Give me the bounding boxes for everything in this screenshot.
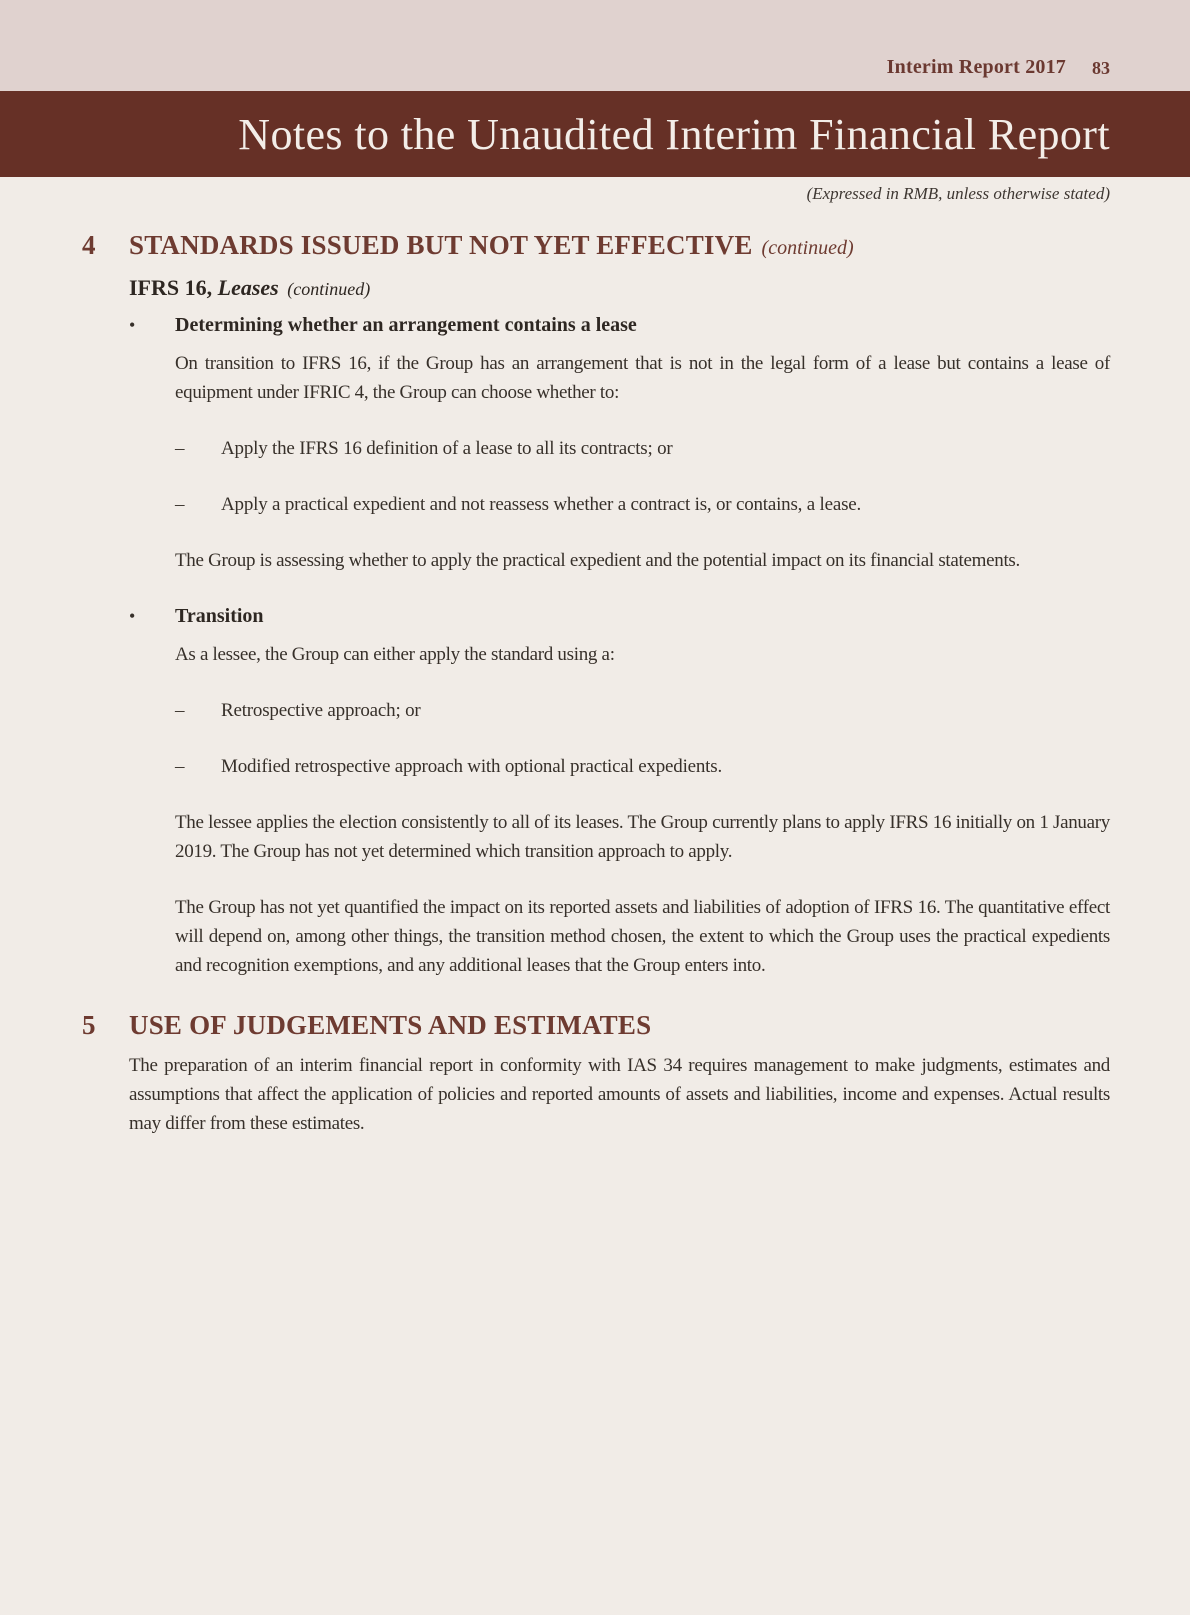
paragraph-not-quantified: The Group has not yet quantified the impact on its reported assets and liabilities of adoption of IFRS 16. The quantitative effect will depend on, among other things, the transition method chosen, the extent to which the Group uses the practical expedients and recognition exemptions, and any additional leases that the Group enters into. — [175, 897, 1110, 976]
bullet-icon: • — [129, 606, 136, 626]
section-4-title: STANDARDS ISSUED BUT NOT YET EFFECTIVE — [129, 230, 753, 260]
paragraph-as-a-lessee: As a lessee, the Group can either apply the standard using a: — [175, 644, 615, 665]
section-4-continued-label: (continued) — [761, 237, 854, 259]
dash-icon: – — [175, 756, 185, 777]
section-4-number: 4 — [82, 230, 96, 260]
section-4-heading — [82, 230, 1110, 261]
bullet-icon: • — [129, 315, 136, 335]
paragraph-on-transition: On transition to IFRS 16, if the Group has an arrangement that is not in the legal form of a lease but contains a lease of equipment under IFRIC 4, the Group can choose whether to: — [175, 353, 1110, 403]
dash-icon: – — [175, 438, 185, 459]
paragraph-group-assessing: The Group is assessing whether to apply the practical expedient and the potential impact on its financial statements. — [175, 550, 1020, 571]
dash-item-text: Apply a practical expedient and not reassess whether a contract is, or contains, a lease. — [221, 494, 862, 515]
title-banner — [0, 91, 1190, 177]
section-5-title: USE OF JUDGEMENTS AND ESTIMATES — [129, 1010, 652, 1040]
dash-item-text: Retrospective approach; or — [221, 700, 421, 721]
page-title: Notes to the Unaudited Interim Financial Report — [238, 109, 1110, 159]
paragraph-lessee-election: The lessee applies the election consistently to all of its leases. The Group currently plans to apply IFRS 16 initially on 1 January 2019. The Group has not yet determined which transition approach to apply. — [175, 812, 1110, 862]
bullet-title: Transition — [175, 605, 264, 627]
paragraph-preparation: The preparation of an interim financial report in conformity with IAS 34 requires management to make judgments, estimates and assumptions that affect the application of policies and reported amounts of assets and liabilities, income and expenses. Actual results may differ from these estimates. — [129, 1055, 1110, 1134]
ifrs16-continued-label: (continued) — [287, 279, 371, 299]
section-5-heading — [82, 1010, 1110, 1041]
dash-item-practical-expedient — [175, 490, 1110, 519]
dash-item-apply-definition — [175, 434, 1110, 463]
bullet-determining-lease — [129, 311, 1110, 340]
dash-item-modified-retrospective — [175, 752, 1110, 781]
document-body — [0, 204, 1190, 1138]
dash-icon: – — [175, 700, 185, 721]
ifrs16-subheading — [129, 275, 1110, 301]
section-5-number: 5 — [82, 1010, 96, 1040]
dash-icon: – — [175, 494, 185, 515]
dash-item-retrospective — [175, 696, 1110, 725]
dash-item-text: Apply the IFRS 16 definition of a lease to all its contracts; or — [221, 438, 673, 459]
section-4-title-group — [129, 230, 854, 261]
ifrs16-standard-name: Leases — [217, 275, 279, 300]
dash-item-text: Modified retrospective approach with optional practical expedients. — [221, 756, 723, 777]
report-name: Interim Report 2017 — [886, 56, 1066, 78]
currency-note: (Expressed in RMB, unless otherwise stated) — [806, 184, 1110, 203]
ifrs16-standard-label: IFRS 16, — [129, 275, 213, 300]
page-number: 83 — [1092, 58, 1110, 78]
bullet-transition — [129, 602, 1110, 631]
bullet-title: Determining whether an arrangement contains a lease — [175, 314, 637, 336]
page-header — [0, 0, 1190, 91]
